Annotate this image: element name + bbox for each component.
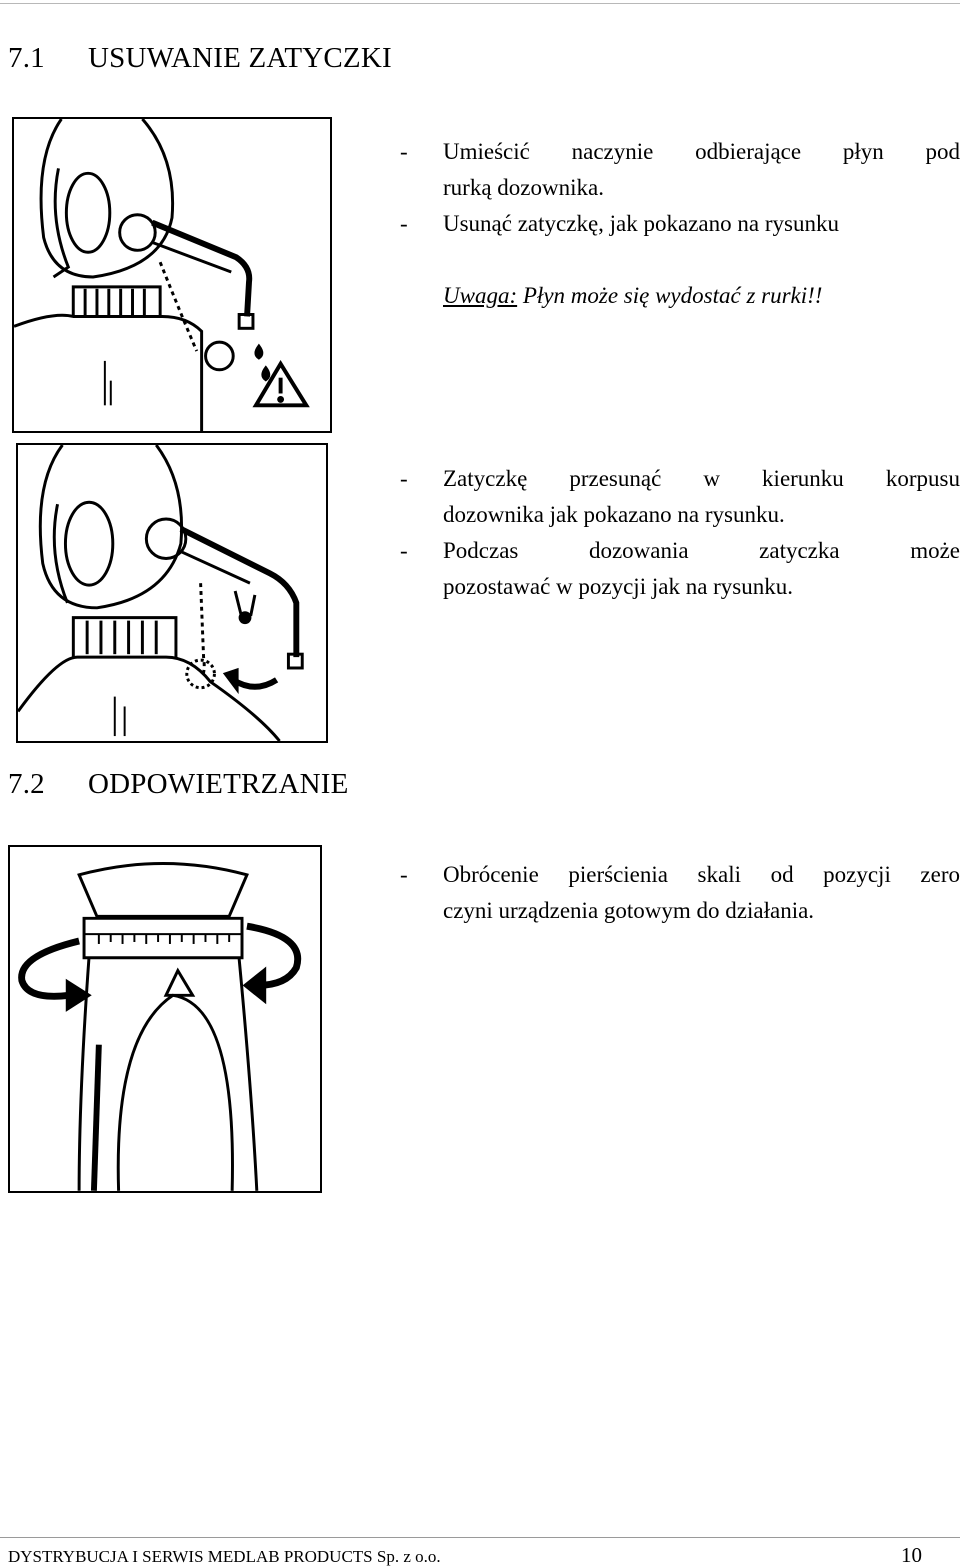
footer-company: DYSTRYBUCJA I SERWIS MEDLAB PRODUCTS Sp. z o.o. bbox=[8, 1547, 441, 1566]
bullet-dash: - bbox=[400, 466, 408, 491]
footer-rule bbox=[0, 1537, 960, 1538]
dispenser-ring-rotation-illustration bbox=[10, 847, 320, 1191]
section-heading-7-1 bbox=[8, 42, 392, 75]
section-heading-7-2 bbox=[8, 768, 349, 801]
warning-text: Płyn może się wydostać z rurki!! bbox=[517, 283, 823, 308]
bullet-continuation: rurką dozownika. bbox=[443, 175, 604, 200]
top-rule bbox=[0, 3, 960, 4]
warning-label: Uwaga: bbox=[443, 283, 518, 308]
section-title: USUWANIE ZATYCZKI bbox=[88, 42, 392, 74]
bullet-text: Umieścić naczynie odbierające płyn pod bbox=[443, 139, 960, 164]
section-title: ODPOWIETRZANIE bbox=[88, 768, 349, 800]
bullet-continuation: pozostawać w pozycji jak na rysunku. bbox=[443, 574, 794, 599]
bullet-remove-cap bbox=[400, 206, 960, 242]
dispenser-cap-position-illustration bbox=[18, 445, 326, 741]
bullet-text: Usunąć zatyczkę, jak pokazano na rysunku bbox=[443, 211, 839, 236]
dispenser-cap-removal-illustration bbox=[14, 119, 330, 431]
step-slide-cap-text bbox=[400, 461, 960, 605]
warning-note bbox=[400, 278, 960, 314]
page-footer bbox=[8, 1543, 922, 1568]
step-remove-cap-text bbox=[400, 134, 960, 314]
step-deaeration-text bbox=[400, 857, 960, 929]
bullet-place-vessel bbox=[400, 134, 960, 170]
bullet-cap-during-dispensing bbox=[400, 533, 960, 569]
section-number: 7.2 bbox=[8, 768, 45, 800]
bullet-slide-cap bbox=[400, 461, 960, 497]
section-number: 7.1 bbox=[8, 42, 45, 74]
bullet-dash: - bbox=[400, 211, 408, 236]
figure-rotate-ring bbox=[8, 845, 322, 1193]
bullet-dash: - bbox=[400, 538, 408, 563]
bullet-rotate-ring bbox=[400, 857, 960, 893]
bullet-dash: - bbox=[400, 862, 408, 887]
bullet-dash: - bbox=[400, 139, 408, 164]
bullet-continuation: dozownika jak pokazano na rysunku. bbox=[443, 502, 785, 527]
figure-slide-cap bbox=[16, 443, 328, 743]
figure-remove-cap bbox=[12, 117, 332, 433]
bullet-text: Obrócenie pierścienia skali od pozycji zero bbox=[443, 862, 960, 887]
page-number: 10 bbox=[901, 1543, 922, 1567]
bullet-continuation: czyni urządzenia gotowym do działania. bbox=[443, 898, 815, 923]
bullet-text: Zatyczkę przesunąć w kierunku korpusu bbox=[443, 466, 960, 491]
bullet-text: Podczas dozowania zatyczka może bbox=[443, 538, 960, 563]
